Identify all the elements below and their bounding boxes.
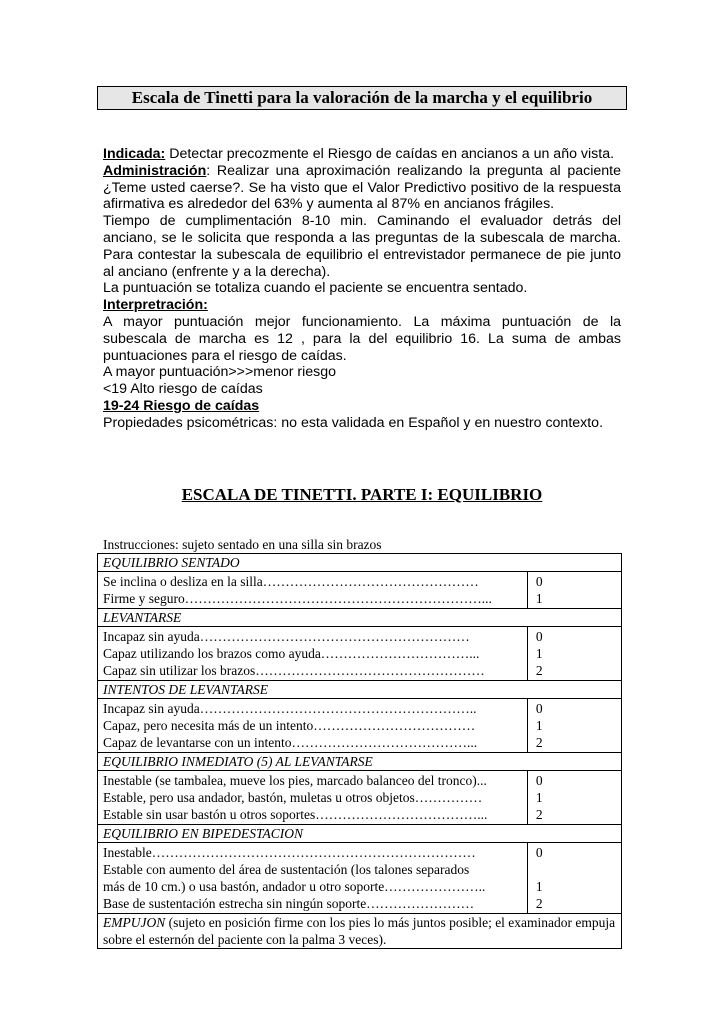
- score-value: 2: [535, 735, 543, 750]
- item-text: Inestable………………………………………………………………: [103, 845, 476, 860]
- balance-scale-table: [97, 553, 622, 949]
- section-items-row: [98, 699, 622, 753]
- score-value: 0: [535, 574, 543, 589]
- score-value: 1: [535, 879, 543, 894]
- score-value: 0: [535, 629, 543, 644]
- score-value: 0: [535, 701, 543, 716]
- alto-riesgo-line: <19 Alto riesgo de caídas: [103, 381, 263, 398]
- section-items: [98, 627, 528, 681]
- section-scores: [527, 699, 621, 753]
- score-value: 2: [535, 663, 543, 678]
- section-items: [98, 572, 528, 609]
- section-header-row: [98, 681, 622, 699]
- item-text: Incapaz sin ayuda……………………………………………………: [103, 629, 470, 644]
- score-value: 2: [535, 807, 543, 822]
- section-items-row: [98, 843, 622, 914]
- item-text: Capaz sin utilizar los brazos……………………………………………: [103, 663, 485, 678]
- tiempo-paragraph: Tiempo de cumplimentación 8-10 min. Caminando el evaluador detrás del anciano, se le solicita que responda a las preguntas de la subescala de marcha. Para contestar la subescala de equilibrio el entrevistador permanece de pie junto al anciano (enfrente y a la derecha).: [103, 213, 621, 280]
- interpretacion-label: Interpretración:: [103, 297, 208, 314]
- scale-table-body: [98, 554, 622, 949]
- score-value: 1: [535, 591, 543, 606]
- section-items-row: [98, 572, 622, 609]
- section-header: LEVANTARSE: [98, 609, 622, 627]
- empujon-row: [98, 914, 622, 949]
- empujon-text: (sujeto en posición firme con los pies lo más juntos posible; el examinador empuja sobre el esternón del paciente con la palma 3 veces).: [103, 915, 616, 947]
- empujon-label: EMPUJON: [103, 915, 166, 930]
- section-scores: [527, 843, 621, 914]
- score-value: 0: [535, 773, 543, 788]
- administracion-label: Administración: [103, 162, 207, 179]
- item-text: Base de sustentación estrecha sin ningún soporte……………………: [103, 896, 475, 911]
- riesgo-label: 19-24 Riesgo de caídas: [103, 397, 260, 414]
- section-items-row: [98, 627, 622, 681]
- instructions-text: Instrucciones: sujeto sentado en una silla sin brazos: [103, 537, 382, 552]
- section-header-row: [98, 554, 622, 572]
- item-text: Estable sin usar bastón u otros soportes………………………………...: [103, 807, 488, 822]
- section-header: INTENTOS DE LEVANTARSE: [98, 681, 622, 699]
- document-title: Escala de Tinetti para la valoración de la marcha y el equilibrio: [97, 86, 627, 110]
- section-header-row: [98, 609, 622, 627]
- score-spacer: [536, 861, 616, 878]
- mayor-line: A mayor puntuación>>>menor riesgo: [103, 364, 337, 381]
- puntuacion-paragraph: La puntuación se totaliza cuando el paciente se encuentra sentado.: [103, 280, 528, 297]
- section-items: [98, 843, 528, 914]
- item-text: Estable con aumento del área de sustentación (los talones separados: [103, 862, 470, 877]
- section-title: ESCALA DE TINETTI. PARTE I: EQUILIBRIO: [181, 485, 543, 504]
- item-text: Capaz, pero necesita más de un intento………………………………: [103, 718, 476, 733]
- score-value: 2: [535, 896, 543, 911]
- indicada-paragraph: [103, 146, 621, 163]
- section-items: [98, 699, 528, 753]
- score-value: 0: [535, 845, 543, 860]
- item-text: Firme y seguro…………………………………………………………...: [103, 591, 492, 606]
- administracion-text: : Realizar una aproximación realizando la pregunta al paciente ¿Teme usted caerse?. Se ha visto que el Valor Predictivo positivo de la respuesta afirmativa es alrededor del 63% y aumenta al 87% en ancianos frágiles.: [103, 162, 621, 213]
- item-text: Capaz de levantarse con un intento…………………………………...: [103, 735, 478, 750]
- item-text: Incapaz sin ayuda……………………………………………………..: [103, 701, 477, 716]
- section-scores: [527, 771, 621, 825]
- section-header-row: [98, 825, 622, 843]
- interpretacion-paragraph: A mayor puntuación mejor funcionamiento. La máxima puntuación de la subescala de marcha es 12 , para la del equilibrio 16. La suma de ambas puntuaciones para el riesgo de caídas.: [103, 313, 621, 364]
- score-value: 1: [535, 718, 543, 733]
- propiedades-line: Propiedades psicométricas: no esta validada en Español y en nuestro contexto.: [103, 414, 604, 431]
- item-text: Inestable (se tambalea, mueve los pies, marcado balanceo del tronco)...: [103, 773, 487, 788]
- section-header: EQUILIBRIO INMEDIATO (5) AL LEVANTARSE: [98, 753, 622, 771]
- item-text: Estable, pero usa andador, bastón, muletas u otros objetos……………: [103, 790, 483, 805]
- section-items: [98, 771, 528, 825]
- riesgo-line: [103, 398, 621, 415]
- intro-section: [103, 146, 621, 432]
- section-scores: [527, 572, 621, 609]
- interpretacion-label-line: [103, 297, 621, 314]
- score-value: 1: [535, 790, 543, 805]
- section-items-row: [98, 771, 622, 825]
- score-value: 1: [535, 646, 543, 661]
- item-text: Se inclina o desliza en la silla…………………………………………: [103, 574, 479, 589]
- section-header-row: [98, 753, 622, 771]
- section-header: EQUILIBRIO EN BIPEDESTACION: [98, 825, 622, 843]
- section-scores: [527, 627, 621, 681]
- item-text: Capaz utilizando los brazos como ayuda……………………………...: [103, 646, 480, 661]
- item-text: más de 10 cm.) o usa bastón, andador u otro soporte…………………..: [103, 879, 486, 894]
- empujon-cell: [98, 914, 622, 949]
- indicada-text: Detectar precozmente el Riesgo de caídas en ancianos a un año vista.: [165, 146, 615, 162]
- section-header: EQUILIBRIO SENTADO: [98, 554, 622, 572]
- indicada-label: Indicada:: [103, 146, 166, 162]
- administracion-paragraph: [103, 163, 621, 213]
